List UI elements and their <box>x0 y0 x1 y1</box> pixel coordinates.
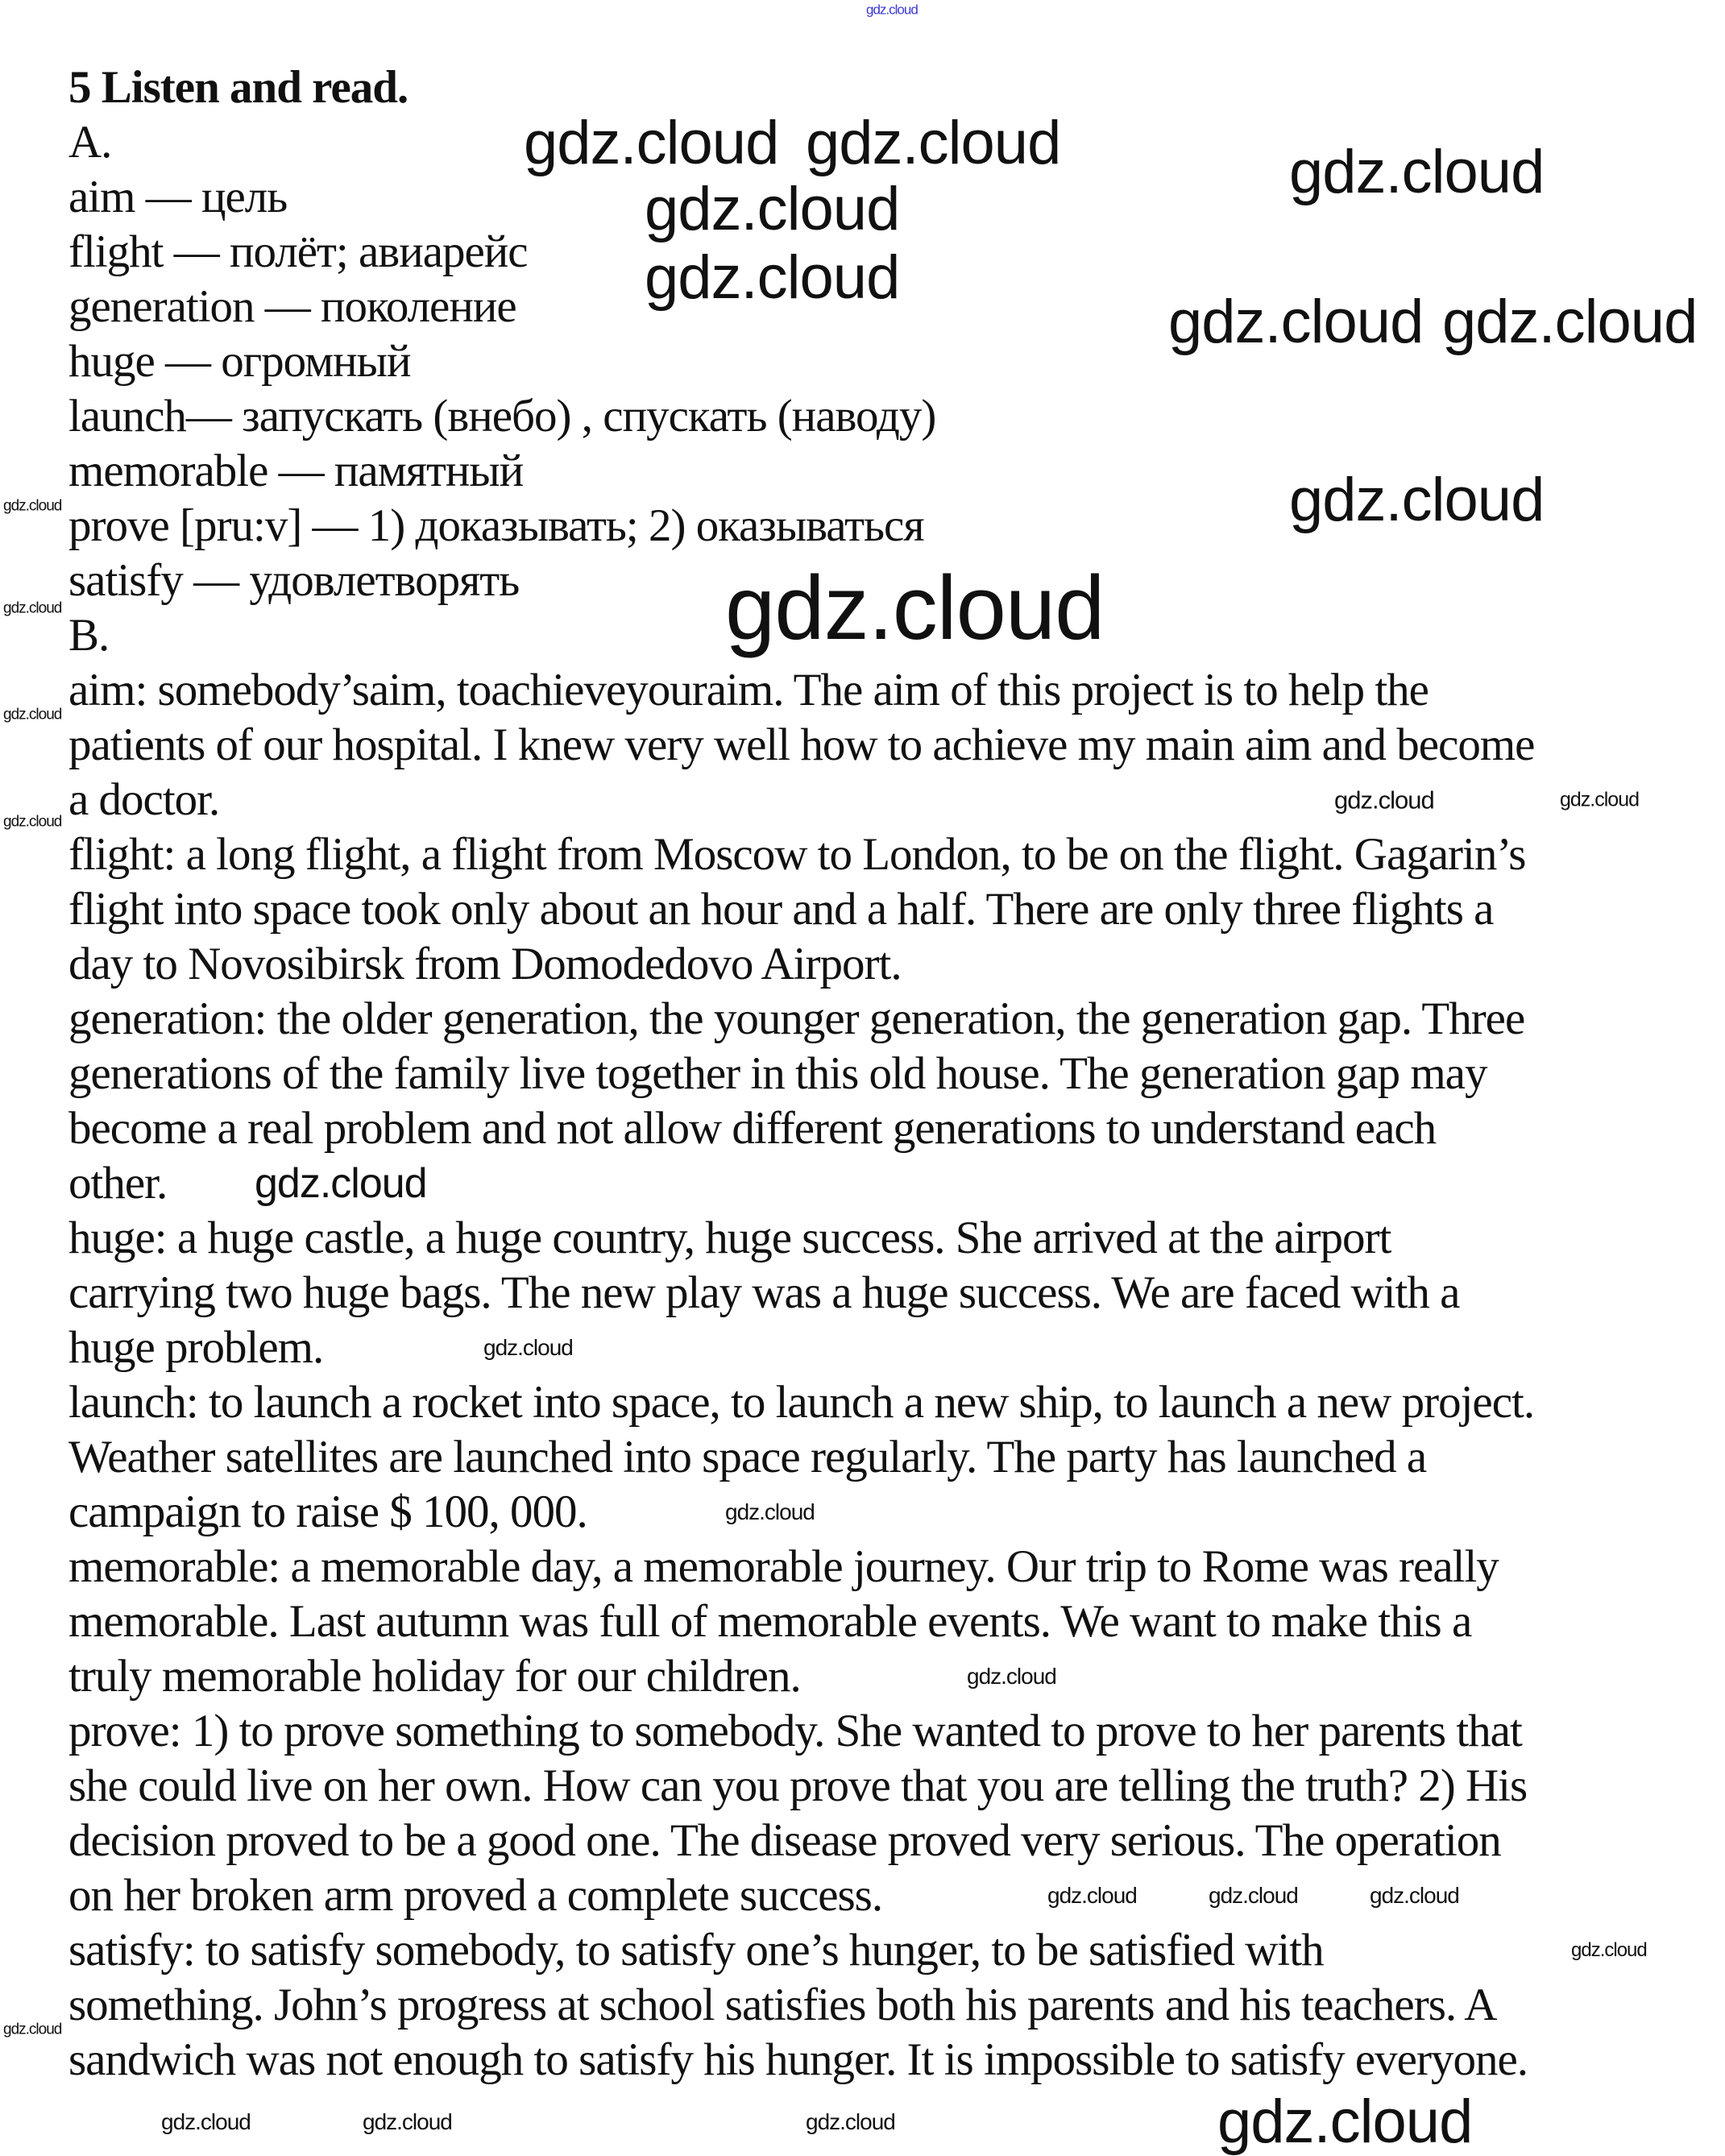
text-line: decision proved to be a good one. The disease proved very serious. The operation <box>68 1815 1501 1866</box>
watermark: gdz.cloud <box>3 497 62 515</box>
text-line: B. <box>68 610 110 661</box>
text-line: prove: 1) to prove something to somebody. She wanted to prove to her parents that <box>68 1706 1522 1756</box>
watermark: gdz.cloud <box>255 1160 427 1207</box>
text-line: other. <box>68 1158 168 1209</box>
text-line: a doctor. <box>68 774 220 825</box>
text-line: patients of our hospital. I knew very well how to achieve my main aim and become <box>68 719 1535 770</box>
watermark: gdz.cloud <box>1209 1883 1298 1908</box>
text-line: memorable. Last autumn was full of memorable events. We want to make this a <box>68 1596 1472 1647</box>
watermark: gdz.cloud <box>3 706 62 724</box>
watermark: gdz.cloud <box>725 1499 815 1524</box>
watermark: gdz.cloud <box>1289 138 1545 206</box>
text-line: campaign to raise $ 100, 000. <box>68 1486 587 1537</box>
watermark: gdz.cloud <box>524 109 779 177</box>
text-line: on her broken arm proved a complete success. <box>68 1870 883 1921</box>
watermark: gdz.cloud <box>1047 1883 1137 1908</box>
text-line: launch— запускать (внебо) , спускать (наводу) <box>68 391 936 442</box>
text-line: flight: a long flight, a flight from Moscow to London, to be on the flight. Gagarin’s <box>68 829 1526 880</box>
text-line: day to Novosibirsk from Domodedovo Airport. <box>68 939 902 989</box>
watermark: gdz.cloud <box>1442 288 1698 356</box>
text-line: generation: the older generation, the younger generation, the generation gap. Three <box>68 993 1525 1044</box>
text-line: A. <box>68 117 112 168</box>
text-line: memorable — памятный <box>68 446 524 496</box>
text-line: carrying two huge bags. The new play was a huge success. We are faced with a <box>68 1267 1460 1318</box>
watermark: gdz.cloud <box>1370 1883 1459 1908</box>
watermark: gdz.cloud <box>725 558 1105 658</box>
text-line: become a real problem and not allow different generations to understand each <box>68 1103 1437 1154</box>
text-line: launch: to launch a rocket into space, to launch a new ship, to launch a new project. <box>68 1377 1535 1428</box>
watermark: gdz.cloud <box>3 813 62 831</box>
watermark: gdz.cloud <box>967 1664 1056 1689</box>
text-line: truly memorable holiday for our children. <box>68 1651 801 1702</box>
watermark: gdz.cloud <box>645 175 900 243</box>
watermark: gdz.cloud <box>1571 1939 1647 1961</box>
text-line: generations of the family live together in this old house. The generation gap may <box>68 1048 1487 1099</box>
watermark: gdz.cloud <box>645 243 900 312</box>
text-line: huge — огромный <box>68 336 411 387</box>
watermark: gdz.cloud <box>806 109 1061 177</box>
exercise-title: 5 Listen and read. <box>68 62 408 113</box>
watermark: gdz.cloud <box>1217 2088 1473 2156</box>
watermark: gdz.cloud <box>1334 786 1434 815</box>
watermark: gdz.cloud <box>161 2109 251 2134</box>
text-line: aim: somebody’saim, toachieveyouraim. The aim of this project is to help the <box>68 665 1429 715</box>
watermark: gdz.cloud <box>806 2109 895 2134</box>
text-line: generation — поколение <box>68 281 516 332</box>
watermark: gdz.cloud <box>483 1335 573 1360</box>
text-line: satisfy: to satisfy somebody, to satisfy one’s hunger, to be satisfied with <box>68 1925 1324 1976</box>
watermark: gdz.cloud <box>1168 288 1424 356</box>
text-line: flight into space took only about an hour and a half. There are only three flights a <box>68 884 1494 935</box>
watermark: gdz.cloud <box>1560 788 1640 811</box>
text-line: memorable: a memorable day, a memorable journey. Our trip to Rome was really <box>68 1541 1499 1592</box>
text-line: aim — цель <box>68 172 288 222</box>
text-line: huge problem. <box>68 1322 324 1373</box>
text-line: huge: a huge castle, a huge country, huge success. She arrived at the airport <box>68 1213 1391 1263</box>
watermark: gdz.cloud <box>3 2021 62 2038</box>
text-line: sandwich was not enough to satisfy his hunger. It is impossible to satisfy everyone. <box>68 2034 1528 2085</box>
text-line: she could live on her own. How can you prove that you are telling the truth? 2) His <box>68 1760 1528 1811</box>
text-line: satisfy — удовлетворять <box>68 555 520 606</box>
watermark: gdz.cloud <box>1289 466 1545 534</box>
watermark: gdz.cloud <box>866 2 918 18</box>
text-line: something. John’s progress at school satisfies both his parents and his teachers. A <box>68 1980 1497 2030</box>
text-line: prove [pru:v] — 1) доказывать; 2) оказываться <box>68 500 924 551</box>
watermark: gdz.cloud <box>363 2109 452 2134</box>
watermark: gdz.cloud <box>3 599 62 617</box>
text-line: Weather satellites are launched into space regularly. The party has launched a <box>68 1432 1427 1482</box>
text-line: flight — полёт; авиарейс <box>68 226 528 277</box>
